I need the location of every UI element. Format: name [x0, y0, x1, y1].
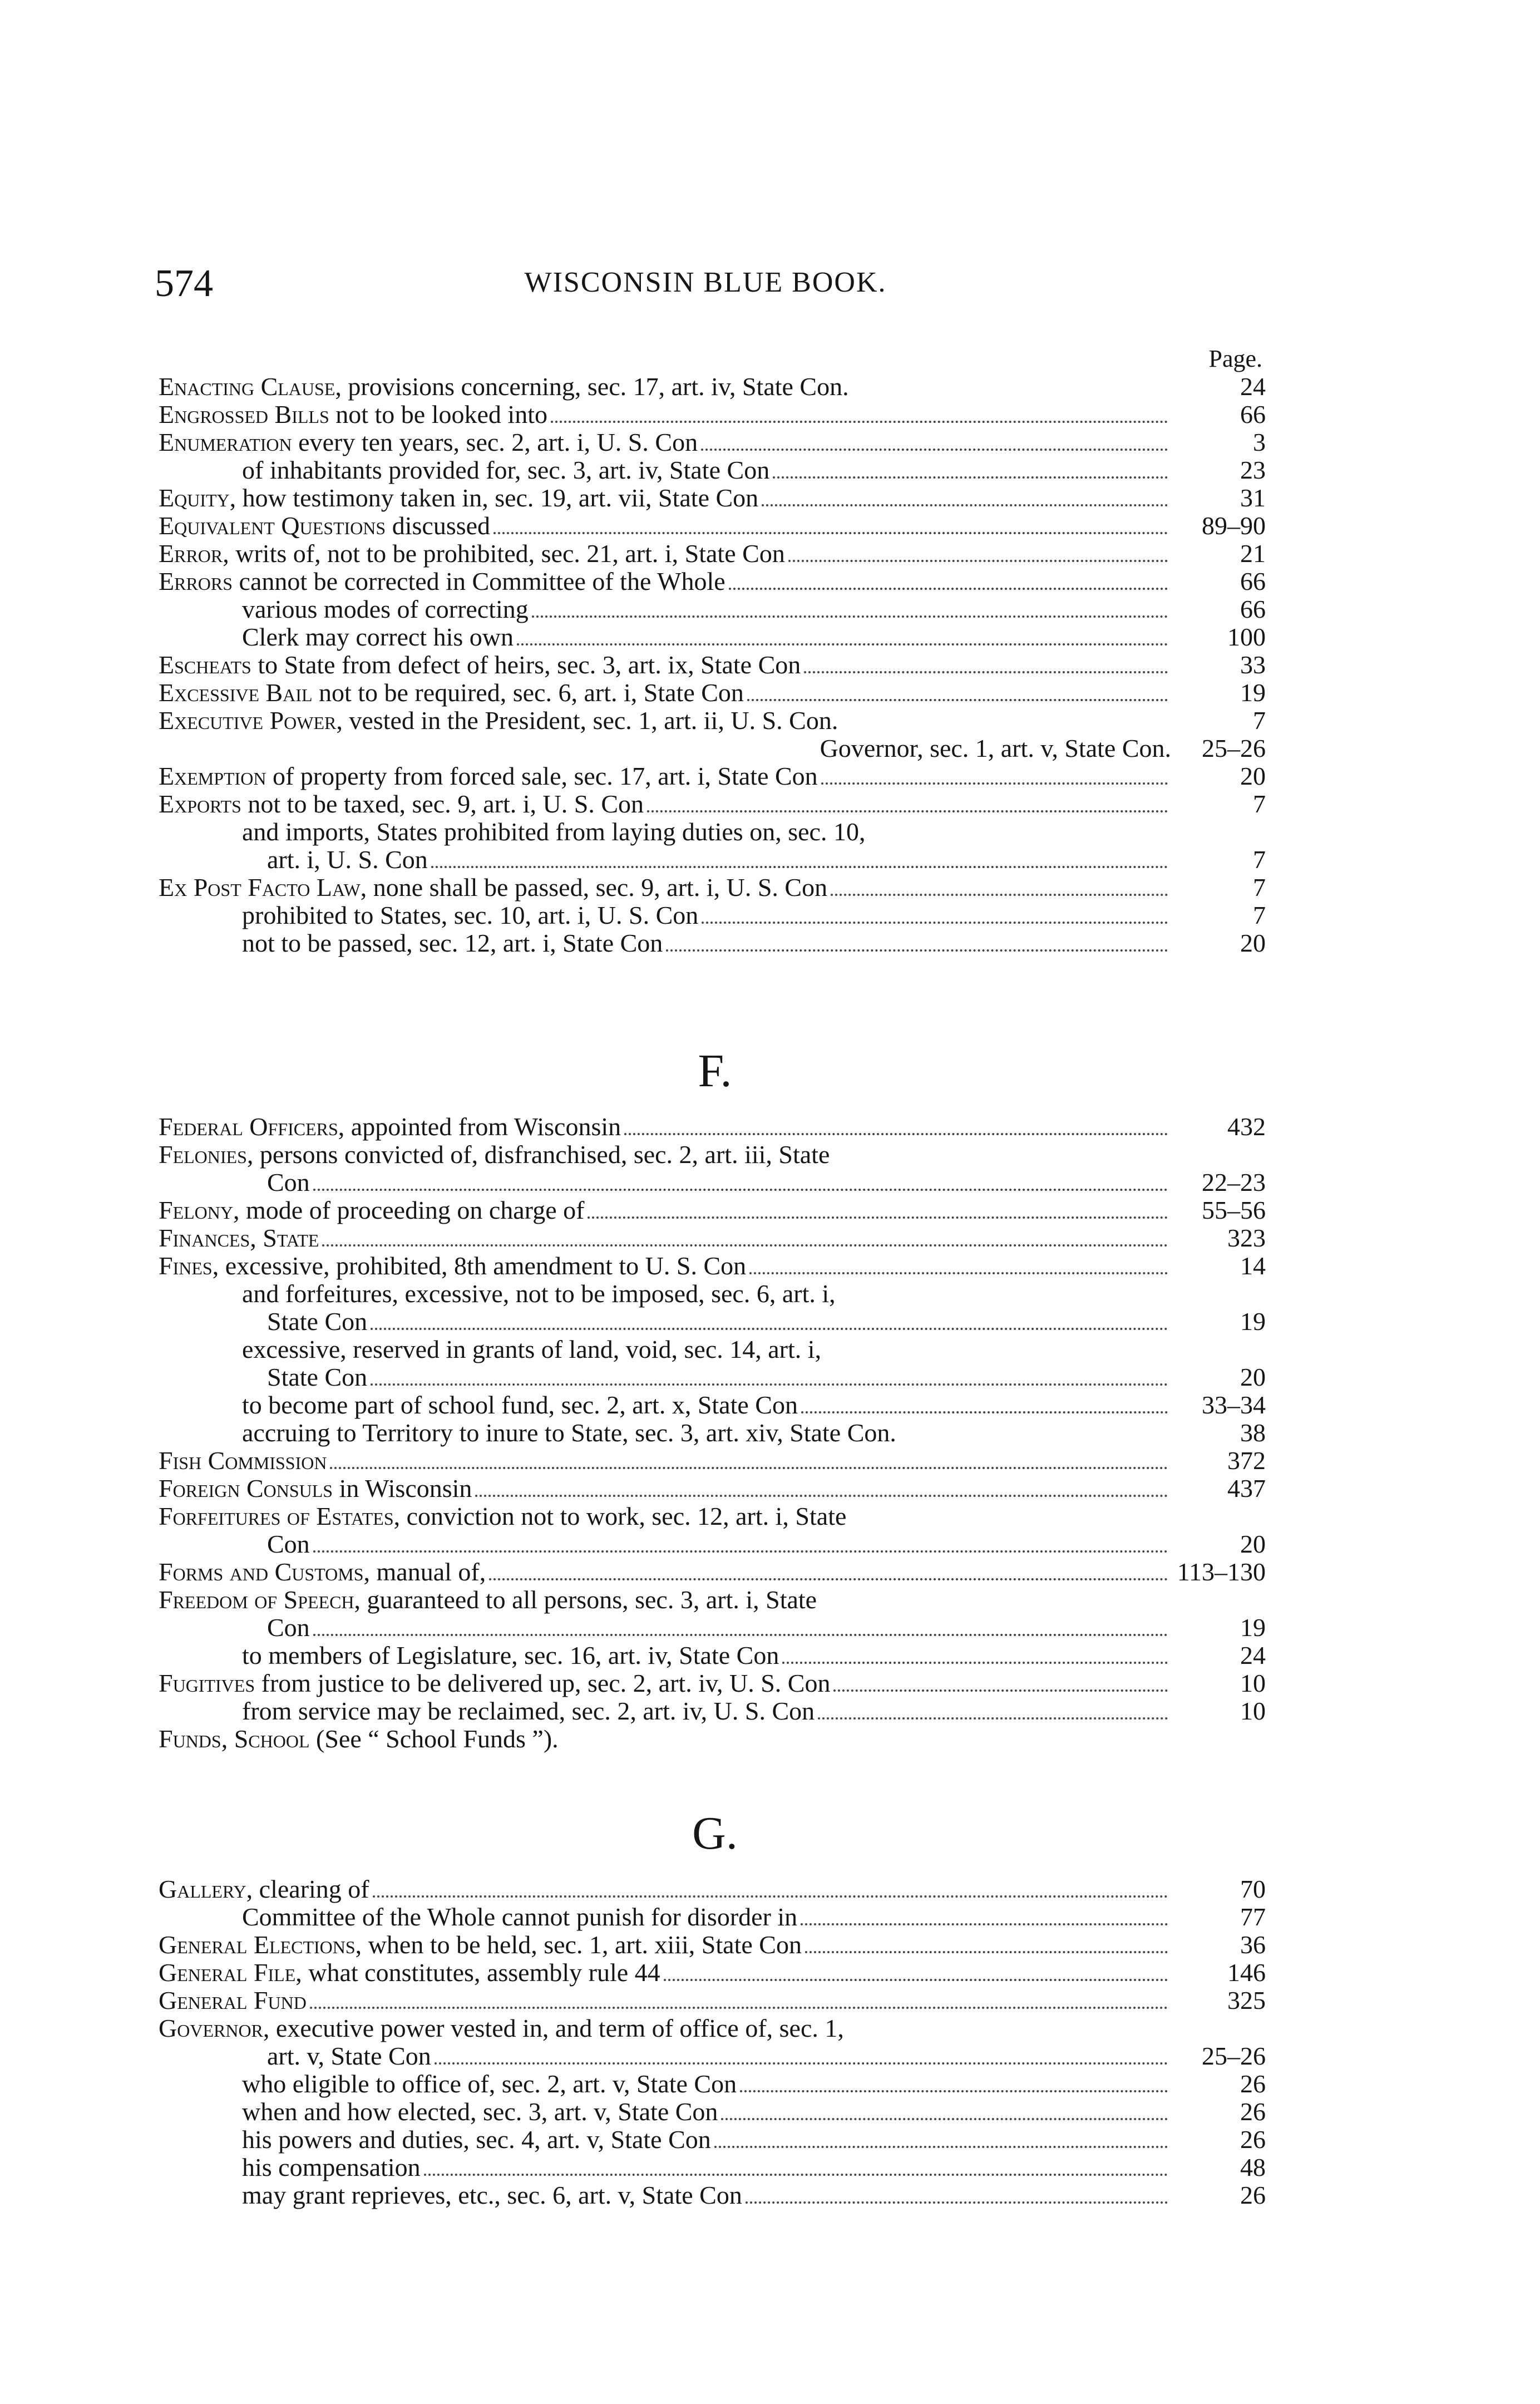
entry-text	[159, 762, 818, 790]
entry-text	[242, 818, 865, 846]
index-entry	[159, 1475, 1271, 1502]
entry-description: State Con	[267, 1363, 368, 1391]
leader-dots	[489, 1578, 1168, 1580]
entry-description: vested in the President, sec. 1, art. ii, U. S. Con.	[342, 707, 838, 735]
entry-text	[159, 1669, 830, 1697]
entry-heading: Enumeration	[159, 428, 292, 456]
entry-description: clearing of	[253, 1875, 369, 1903]
page-number: 574	[155, 262, 213, 305]
page-reference: 26	[1240, 2181, 1266, 2209]
entry-text	[159, 1141, 830, 1169]
page-reference: 14	[1240, 1252, 1266, 1280]
index-entry	[159, 1280, 1271, 1308]
entry-description: every ten years, sec. 2, art. i, U. S. Con	[292, 428, 698, 456]
entry-text	[242, 1903, 797, 1931]
entry-description: of property from forced sale, sec. 17, art. i, State Con	[266, 762, 818, 790]
leader-dots	[431, 866, 1168, 868]
index-entry	[159, 2070, 1271, 2098]
entry-text	[159, 651, 801, 679]
entry-heading: Forfeitures of Estates,	[159, 1502, 401, 1530]
entry-description: how testimony taken in, sec. 19, art. vii, State Con	[236, 484, 759, 512]
index-entry	[159, 1530, 1271, 1558]
entry-heading: Errors	[159, 568, 233, 595]
index-entry	[159, 568, 1271, 595]
entry-description: none shall be passed, sec. 9, art. i, U. S. Con	[367, 874, 828, 902]
page-reference: 437	[1227, 1475, 1266, 1502]
entry-text	[242, 2126, 711, 2154]
page-reference: 10	[1240, 1697, 1266, 1725]
page-reference: 31	[1240, 484, 1266, 512]
page-reference: 26	[1240, 2098, 1266, 2126]
entry-heading: General Elections,	[159, 1931, 362, 1959]
index-entry	[159, 1252, 1271, 1280]
entry-text	[242, 1391, 798, 1419]
entry-description: writs of, not to be prohibited, sec. 21, art. i, State Con	[229, 540, 785, 568]
page-reference: 323	[1227, 1224, 1266, 1252]
page-reference: 7	[1253, 846, 1266, 874]
index-entry	[159, 484, 1271, 512]
entry-description: discussed	[386, 512, 491, 540]
index-entry	[159, 1586, 1271, 1614]
entry-text	[267, 1308, 367, 1336]
entry-text	[242, 456, 769, 484]
entry-description: Con	[267, 1169, 310, 1196]
entry-text	[159, 1959, 660, 1987]
entry-heading: Fish Commission	[159, 1447, 327, 1475]
page-reference: 20	[1240, 1530, 1266, 1558]
index-entry	[159, 1725, 1271, 1753]
page-reference: 100	[1227, 623, 1266, 651]
index-entry	[159, 1614, 1271, 1642]
page-reference: 36	[1240, 1931, 1266, 1959]
index-entry	[159, 512, 1271, 540]
entry-description: from service may be reclaimed, sec. 2, art. iv, U. S. Con	[242, 1697, 815, 1725]
entry-heading: Gallery,	[159, 1875, 253, 1903]
entry-description: of inhabitants provided for, sec. 3, art. iv, State Con	[242, 456, 770, 484]
leader-dots	[821, 782, 1168, 785]
entry-text	[159, 874, 827, 902]
entry-text	[267, 2042, 431, 2070]
index-entry	[159, 2126, 1271, 2154]
page-reference: 66	[1240, 595, 1266, 623]
entry-text	[159, 1558, 486, 1586]
entry-description: Clerk may correct his own	[242, 623, 514, 651]
entry-text	[159, 1875, 369, 1903]
entry-heading: Excessive Bail	[159, 679, 313, 707]
index-entry	[159, 1642, 1271, 1669]
entry-text	[159, 1447, 327, 1475]
page-header	[155, 262, 1256, 306]
index-section-g	[159, 1803, 1271, 2209]
page-reference: 7	[1253, 707, 1266, 735]
entry-heading: General File,	[159, 1959, 302, 1987]
leader-dots	[749, 1272, 1168, 1274]
index-entry	[159, 1419, 1271, 1447]
leader-dots	[435, 2062, 1168, 2065]
entry-description: not to be looked into	[329, 401, 547, 428]
entry-text	[267, 1169, 310, 1196]
leader-dots	[831, 894, 1168, 896]
entry-heading: Foreign Consuls	[159, 1475, 333, 1502]
entry-description: manual of,	[370, 1558, 486, 1586]
index-entry	[159, 2042, 1271, 2070]
index-entry	[159, 2181, 1271, 2209]
entry-text	[267, 1363, 367, 1391]
page-reference: 33–34	[1202, 1391, 1266, 1419]
entry-description: mode of proceeding on charge of	[239, 1196, 585, 1224]
index-entry	[159, 1558, 1271, 1586]
entry-description: accruing to Territory to inure to State, sec. 3, art. xiv, State Con.	[242, 1419, 896, 1447]
entry-description: excessive, prohibited, 8th amendment to U. S. Con	[219, 1252, 747, 1280]
leader-dots	[475, 1495, 1168, 1497]
entry-description: prohibited to States, sec. 10, art. i, U. S. Con	[242, 902, 699, 929]
leader-dots	[373, 1895, 1168, 1898]
entry-text	[159, 790, 644, 818]
entry-text	[159, 1224, 319, 1252]
leader-dots	[801, 1923, 1168, 1925]
page-reference: 21	[1240, 540, 1266, 568]
page-reference: 20	[1240, 1363, 1266, 1391]
entry-heading: Felony,	[159, 1196, 240, 1224]
entry-heading: Fines,	[159, 1252, 219, 1280]
entry-heading: Executive Power,	[159, 707, 343, 735]
entry-text	[267, 1530, 310, 1558]
index-entry	[159, 595, 1271, 623]
entry-heading: Enacting Clause,	[159, 373, 342, 401]
entry-description: cannot be corrected in Committee of the Whole	[233, 568, 725, 595]
entry-description: State Con	[267, 1308, 368, 1336]
entry-heading: Governor,	[159, 2014, 270, 2042]
page-reference: 89–90	[1202, 512, 1266, 540]
entry-text	[159, 1196, 584, 1224]
entry-text	[159, 540, 785, 568]
index-entry	[159, 1987, 1271, 2014]
index-entry	[159, 2014, 1271, 2042]
entry-heading: Engrossed Bills	[159, 401, 329, 428]
entry-description: not to be passed, sec. 12, art. i, State Con	[242, 929, 663, 957]
leader-dots	[801, 1411, 1168, 1413]
entry-text	[159, 373, 849, 401]
entry-text	[159, 1252, 746, 1280]
leader-dots	[322, 1244, 1168, 1247]
leader-dots	[782, 1662, 1168, 1664]
entry-heading: Funds, School	[159, 1725, 310, 1753]
index-entry	[159, 1113, 1271, 1141]
entry-text	[159, 1586, 817, 1614]
section-letter: F.	[698, 1045, 732, 1097]
entry-text	[159, 679, 744, 707]
page-reference: 20	[1240, 762, 1266, 790]
leader-dots	[371, 1383, 1168, 1386]
leader-dots	[371, 1328, 1168, 1330]
page-reference: 7	[1253, 874, 1266, 902]
page-reference: 20	[1240, 929, 1266, 957]
leader-dots	[666, 949, 1168, 952]
leader-dots	[702, 922, 1168, 924]
index-entry	[159, 762, 1271, 790]
entry-description: in Wisconsin	[333, 1475, 472, 1502]
entry-heading: Ex Post Facto Law,	[159, 874, 367, 902]
entry-text	[242, 1336, 821, 1363]
leader-dots	[647, 810, 1168, 812]
entry-text	[159, 568, 725, 595]
index-entry	[159, 1141, 1271, 1169]
entry-description: various modes of correcting	[242, 595, 529, 623]
index-entry	[159, 428, 1271, 456]
leader-dots	[773, 476, 1168, 479]
entry-heading: Felonies,	[159, 1141, 254, 1169]
entry-heading: Exports	[159, 790, 241, 818]
page-reference: 23	[1240, 456, 1266, 484]
index-entry	[159, 846, 1271, 874]
page-reference: 33	[1240, 651, 1266, 679]
leader-dots	[729, 588, 1168, 590]
page-reference: 113–130	[1177, 1558, 1266, 1586]
page-column-label: Page.	[1208, 345, 1262, 372]
entry-description: not to be required, sec. 6, art. i, State Con	[312, 679, 744, 707]
entry-description: when to be held, sec. 1, art. xiii, State Con	[362, 1931, 802, 1959]
leader-dots	[805, 1951, 1168, 1953]
index-entry	[159, 929, 1271, 957]
entry-description: what constitutes, assembly rule 44	[302, 1959, 660, 1987]
entry-description: his compensation	[242, 2154, 421, 2181]
entry-description: art. i, U. S. Con	[267, 846, 428, 874]
entry-text	[159, 1931, 802, 1959]
entry-heading: Equity,	[159, 484, 236, 512]
entry-text	[242, 2181, 742, 2209]
page-reference: 24	[1240, 1642, 1266, 1669]
index-entry	[159, 1502, 1271, 1530]
page-reference: 26	[1240, 2126, 1266, 2154]
entry-heading: Freedom of Speech,	[159, 1586, 361, 1614]
leader-dots	[746, 2201, 1168, 2204]
leader-dots	[551, 421, 1168, 423]
index-entry	[159, 1336, 1271, 1363]
entry-text	[159, 484, 758, 512]
page-reference: 325	[1227, 1987, 1266, 2014]
page-reference: 10	[1240, 1669, 1266, 1697]
leader-dots	[313, 1189, 1168, 1191]
page-reference: 55–56	[1202, 1196, 1266, 1224]
entry-heading: Escheats	[159, 651, 251, 679]
page-reference: 25–26	[1202, 2042, 1266, 2070]
leader-dots	[818, 1717, 1168, 1720]
entry-text	[159, 1475, 472, 1502]
page-reference: 70	[1240, 1875, 1266, 1903]
entry-text	[159, 401, 547, 428]
entry-text	[159, 428, 698, 456]
index-entry	[159, 679, 1271, 707]
index-entry	[159, 1903, 1271, 1931]
entry-description: to members of Legislature, sec. 16, art. iv, State Con	[242, 1642, 779, 1669]
index-entry	[159, 1169, 1271, 1196]
leader-dots	[532, 615, 1168, 618]
leader-dots	[330, 1467, 1168, 1469]
entry-text	[267, 846, 428, 874]
leader-dots	[740, 2090, 1168, 2092]
entry-heading: Forms and Customs,	[159, 1558, 371, 1586]
index-entry	[159, 790, 1271, 818]
entry-text	[242, 1642, 779, 1669]
leader-dots	[747, 699, 1168, 701]
entry-description: conviction not to work, sec. 12, art. i, State	[400, 1502, 847, 1530]
entry-description: from justice to be delivered up, sec. 2, art. iv, U. S. Con	[255, 1669, 831, 1697]
index-entry	[159, 902, 1271, 929]
leader-dots	[762, 504, 1168, 506]
index-entry	[159, 1931, 1271, 1959]
leader-dots	[493, 532, 1168, 534]
index-entry	[159, 818, 1271, 846]
section-letter: G.	[692, 1807, 738, 1859]
page-reference: 25–26	[1202, 735, 1266, 762]
index-entry	[159, 540, 1271, 568]
page-reference: 24	[1240, 373, 1266, 401]
entry-description: Con	[267, 1530, 310, 1558]
entry-text	[159, 2014, 844, 2042]
index-entry	[159, 651, 1271, 679]
entry-text	[242, 929, 663, 957]
leader-dots	[664, 1979, 1168, 1981]
leader-dots	[313, 1550, 1168, 1553]
page-reference: 372	[1227, 1447, 1266, 1475]
page-reference: 38	[1240, 1419, 1266, 1447]
leader-dots	[788, 560, 1168, 562]
entry-description: to become part of school fund, sec. 2, art. x, State Con	[242, 1391, 798, 1419]
entry-description: executive power vested in, and term of office of, sec. 1,	[269, 2014, 844, 2042]
index-entry	[159, 2098, 1271, 2126]
entry-description: his powers and duties, sec. 4, art. v, State Con	[242, 2126, 711, 2154]
entry-heading: Equivalent Questions	[159, 512, 386, 540]
entry-description: to State from defect of heirs, sec. 3, art. ix, State Con	[251, 651, 801, 679]
entry-text	[159, 1113, 621, 1141]
page-reference: 26	[1240, 2070, 1266, 2098]
entry-description: who eligible to office of, sec. 2, art. v, State Con	[242, 2070, 737, 2098]
page-reference: 3	[1253, 428, 1266, 456]
index-entry	[159, 401, 1271, 428]
entry-text	[242, 1280, 836, 1308]
index-section-e	[159, 345, 1271, 957]
entry-text	[242, 2154, 421, 2181]
entry-description: excessive, reserved in grants of land, void, sec. 14, art. i,	[242, 1336, 822, 1363]
entry-text	[267, 1614, 310, 1642]
entry-heading: Exemption	[159, 762, 266, 790]
entry-text	[242, 595, 529, 623]
page-reference: 7	[1253, 790, 1266, 818]
page-reference: 77	[1240, 1903, 1266, 1931]
index-entry	[159, 1875, 1271, 1903]
entry-description: and imports, States prohibited from laying duties on, sec. 10,	[242, 818, 866, 846]
entry-description: Con	[267, 1614, 310, 1642]
entry-description: persons convicted of, disfranchised, sec. 2, art. iii, State	[253, 1141, 830, 1169]
leader-dots	[424, 2174, 1168, 2176]
running-title: WISCONSIN BLUE BOOK.	[524, 267, 887, 298]
page-reference: 66	[1240, 568, 1266, 595]
entry-text	[159, 1987, 307, 2014]
page-reference: 19	[1240, 1308, 1266, 1336]
entry-text	[242, 2070, 737, 2098]
page-reference: 19	[1240, 1614, 1266, 1642]
index-entry	[159, 874, 1271, 902]
entry-description: (See “ School Funds ”).	[309, 1725, 559, 1753]
index-entry	[159, 456, 1271, 484]
entry-description: guaranteed to all persons, sec. 3, art. i, State	[361, 1586, 817, 1614]
page-reference: 432	[1227, 1113, 1266, 1141]
entry-heading: General Fund	[159, 1987, 307, 2014]
entry-description: when and how elected, sec. 3, art. v, State Con	[242, 2098, 718, 2126]
index-entry	[159, 623, 1271, 651]
page-reference: 48	[1240, 2154, 1266, 2181]
index-entry	[159, 1447, 1271, 1475]
index-entry	[159, 1391, 1271, 1419]
leader-dots	[624, 1133, 1168, 1135]
entry-text	[820, 735, 1171, 762]
entry-heading: Error,	[159, 540, 229, 568]
leader-dots	[313, 1634, 1168, 1636]
page-reference: 7	[1253, 902, 1266, 929]
entry-description: provisions concerning, sec. 17, art. iv, State Con.	[341, 373, 849, 401]
entry-description: and forfeitures, excessive, not to be imposed, sec. 6, art. i,	[242, 1280, 836, 1308]
index-entry	[159, 1363, 1271, 1391]
entry-text	[159, 1725, 559, 1753]
leader-dots	[701, 449, 1168, 451]
entry-description: Governor, sec. 1, art. v, State Con.	[820, 735, 1171, 762]
leader-dots	[588, 1216, 1168, 1219]
leader-dots	[517, 643, 1168, 646]
page-reference: 19	[1240, 679, 1266, 707]
entry-text	[159, 707, 838, 735]
leader-dots	[714, 2146, 1168, 2148]
leader-dots	[310, 2007, 1168, 2009]
entry-heading: Finances, State	[159, 1224, 319, 1252]
entry-description: Committee of the Whole cannot punish for disorder in	[242, 1903, 798, 1931]
entry-heading: Fugitives	[159, 1669, 255, 1697]
entry-text	[242, 1697, 815, 1725]
entry-description: appointed from Wisconsin	[344, 1113, 621, 1141]
index-entry	[159, 1308, 1271, 1336]
index-entry	[159, 373, 1271, 401]
entry-description: art. v, State Con	[267, 2042, 431, 2070]
index-section-f	[159, 1041, 1271, 1753]
entry-text	[242, 1419, 896, 1447]
entry-heading: Federal Officers,	[159, 1113, 345, 1141]
entry-text	[242, 902, 698, 929]
index-entry	[159, 707, 1271, 735]
index-entry	[159, 1224, 1271, 1252]
index-entry	[159, 1959, 1271, 1987]
leader-dots	[833, 1689, 1168, 1692]
entry-text	[242, 2098, 718, 2126]
page-reference: 66	[1240, 401, 1266, 428]
entry-text	[159, 512, 490, 540]
index-entry	[159, 735, 1271, 762]
index-entry	[159, 1669, 1271, 1697]
entry-description: not to be taxed, sec. 9, art. i, U. S. Con	[241, 790, 644, 818]
entry-description: may grant reprieves, etc., sec. 6, art. v, State Con	[242, 2181, 742, 2209]
entry-text	[242, 623, 514, 651]
index-entry	[159, 1196, 1271, 1224]
index-entry	[159, 1697, 1271, 1725]
page-reference: 22–23	[1202, 1169, 1266, 1196]
entry-text	[159, 1502, 846, 1530]
page-reference: 146	[1227, 1959, 1266, 1987]
leader-dots	[721, 2118, 1168, 2120]
leader-dots	[804, 671, 1168, 673]
index-entry	[159, 2154, 1271, 2181]
